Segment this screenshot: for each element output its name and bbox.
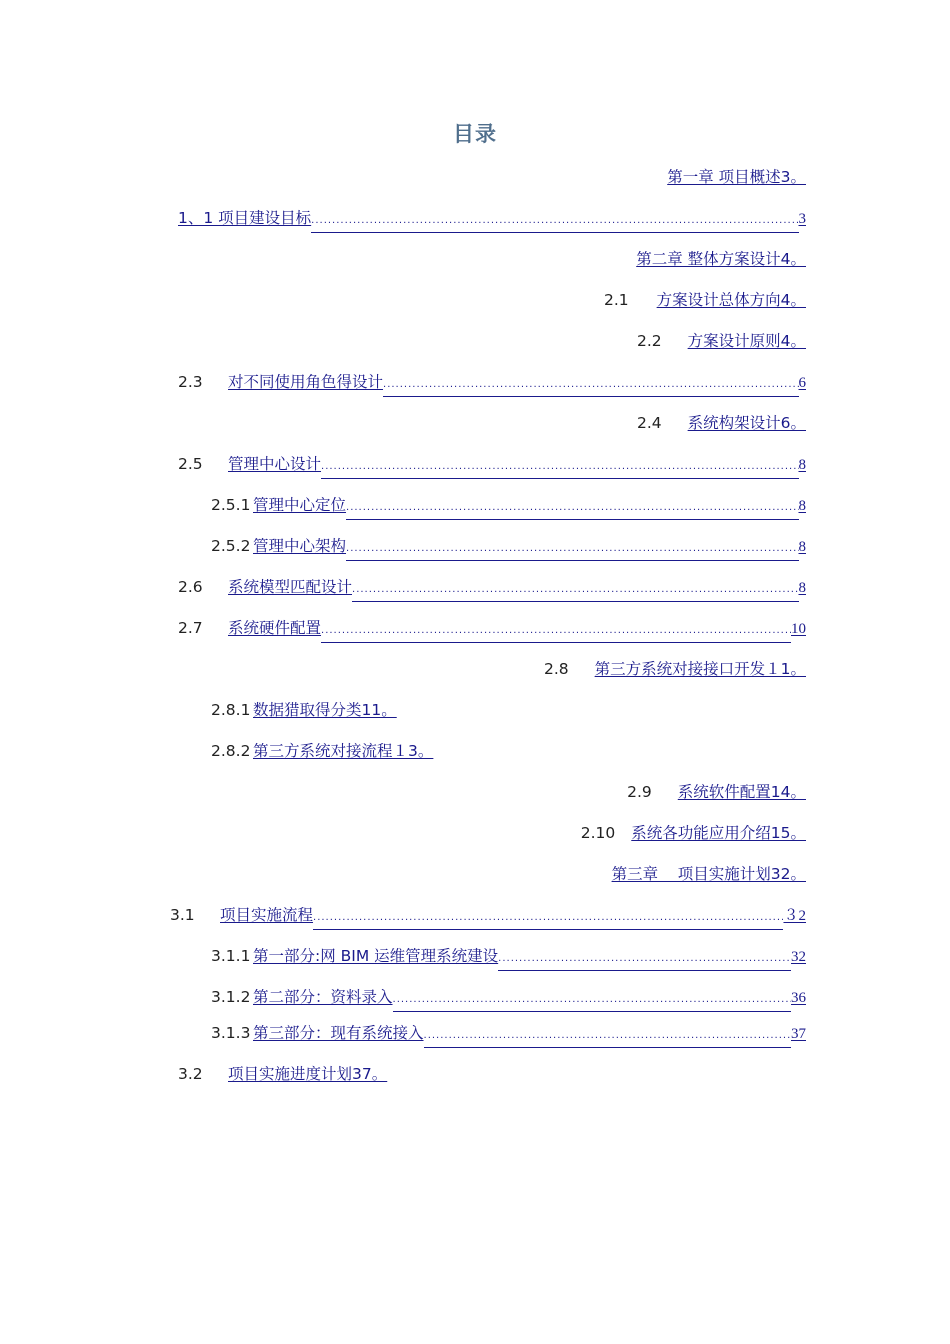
leader-dots [313, 907, 783, 930]
page-number[interactable]: 8 [798, 457, 806, 473]
section-number: 3.1 [170, 906, 195, 924]
toc-link[interactable]: 管理中心定位 [253, 496, 347, 514]
page-number[interactable]: 37 [791, 1026, 806, 1042]
section-number: 2.1 [603, 291, 629, 309]
toc-link[interactable]: 系统构架设计6。 [687, 414, 806, 432]
section-number: 2.8.1 [211, 701, 251, 719]
toc-entry-2-8-1[interactable] [211, 699, 397, 721]
section-number: 2.3 [178, 373, 203, 391]
toc-link[interactable]: 第三方系统对接接口开发１1。 [594, 660, 806, 678]
toc-link[interactable]: 第三章 项目实施计划32。 [611, 865, 806, 883]
toc-link[interactable]: 1、1 项目建设目标 [178, 209, 312, 227]
leader-dots [498, 948, 791, 971]
toc-entry-chapter-2[interactable] [636, 248, 806, 270]
toc-entry-2-7[interactable] [178, 617, 806, 639]
leader-dots [321, 620, 791, 643]
page-number[interactable]: 36 [791, 990, 806, 1006]
toc-entry-2-5[interactable] [178, 453, 806, 475]
section-number: 3.1.1 [211, 947, 251, 965]
toc-link[interactable]: 方案设计原则4。 [687, 332, 806, 350]
toc-link[interactable]: 项目实施流程 [220, 906, 314, 924]
toc-entry-2-8[interactable] [544, 658, 806, 680]
leader-dots [346, 497, 798, 520]
toc-entry-3-1-1[interactable] [211, 945, 806, 967]
toc-entry-3-1[interactable] [170, 904, 806, 926]
toc-link[interactable]: 第三方系统对接流程１3。 [253, 742, 434, 760]
page-number[interactable]: 8 [798, 539, 806, 555]
section-number: 2.5.1 [211, 496, 251, 514]
section-number: 2.6 [178, 578, 203, 596]
toc-link[interactable]: 数据猎取得分类11。 [253, 701, 397, 719]
section-number: 2.8 [543, 660, 569, 678]
section-number: 3.1.2 [211, 988, 251, 1006]
page-number[interactable]: 8 [798, 498, 806, 514]
leader-dots [311, 210, 798, 233]
section-number: 2.9 [627, 783, 652, 801]
toc-entry-2-6[interactable] [178, 576, 806, 598]
toc-link[interactable]: 第一部分:网 BIM 运维管理系统建设 [253, 947, 499, 965]
toc-link[interactable]: 管理中心设计 [228, 455, 322, 473]
toc-link[interactable]: 系统硬件配置 [228, 619, 322, 637]
section-number: 3.2 [178, 1065, 203, 1083]
section-number: 2.7 [178, 619, 203, 637]
toc-entry-2-5-2[interactable] [211, 535, 806, 557]
toc-entry-chapter-1[interactable] [667, 166, 806, 188]
toc-entry-2-1[interactable] [604, 289, 806, 311]
section-number: 2.5.2 [211, 537, 251, 555]
page-number[interactable]: 10 [791, 621, 806, 637]
toc-link[interactable]: 系统模型匹配设计 [228, 578, 353, 596]
toc-link[interactable]: 方案设计总体方向4。 [656, 291, 806, 309]
toc-entry-3-2[interactable] [178, 1063, 387, 1085]
toc-entry-2-5-1[interactable] [211, 494, 806, 516]
leader-dots [346, 538, 798, 561]
toc-entry-2-9[interactable] [627, 781, 806, 803]
toc-link[interactable]: 第二章 整体方案设计4。 [636, 250, 806, 268]
section-number: 2.5 [178, 455, 203, 473]
toc-link[interactable]: 第三部分：现有系统接入 [253, 1024, 424, 1042]
leader-dots [424, 1025, 791, 1048]
leader-dots [321, 456, 798, 479]
toc-link[interactable]: 第二部分：资料录入 [253, 988, 393, 1006]
page-number[interactable]: 32 [791, 949, 806, 965]
toc-entry-1-1[interactable] [178, 207, 806, 229]
leader-dots [352, 579, 798, 602]
toc-entry-2-8-2[interactable] [211, 740, 433, 762]
section-number: 2.8.2 [211, 742, 251, 760]
leader-dots [383, 374, 798, 397]
page-number[interactable]: 3 [798, 211, 806, 227]
toc-entry-chapter-3[interactable] [612, 863, 806, 885]
page-number[interactable]: 6 [798, 375, 806, 391]
toc-entry-3-1-2[interactable] [211, 986, 806, 1008]
toc-title: 目录 [453, 122, 497, 146]
toc-link[interactable]: 系统各功能应用介绍15。 [631, 824, 806, 842]
toc-link[interactable]: 管理中心架构 [253, 537, 347, 555]
toc-entry-3-1-3[interactable] [211, 1022, 806, 1044]
page-number[interactable]: 8 [798, 580, 806, 596]
toc-link[interactable]: 项目实施进度计划37。 [228, 1065, 388, 1083]
section-number: 2.2 [636, 332, 662, 350]
toc-link[interactable]: 第一章 项目概述3。 [667, 168, 806, 186]
leader-dots [393, 989, 791, 1012]
toc-link[interactable]: 系统软件配置14。 [677, 783, 806, 801]
toc-entry-2-4[interactable] [637, 412, 806, 434]
toc-entry-2-3[interactable] [178, 371, 806, 393]
toc-entry-2-2[interactable] [637, 330, 806, 352]
section-number: 3.1.3 [211, 1024, 251, 1042]
toc-entry-2-10[interactable] [581, 822, 806, 844]
toc-link[interactable]: 对不同使用角色得设计 [228, 373, 384, 391]
page-number[interactable]: ３2 [783, 908, 806, 924]
section-number: 2.4 [636, 414, 662, 432]
section-number: 2.10 [580, 824, 616, 842]
